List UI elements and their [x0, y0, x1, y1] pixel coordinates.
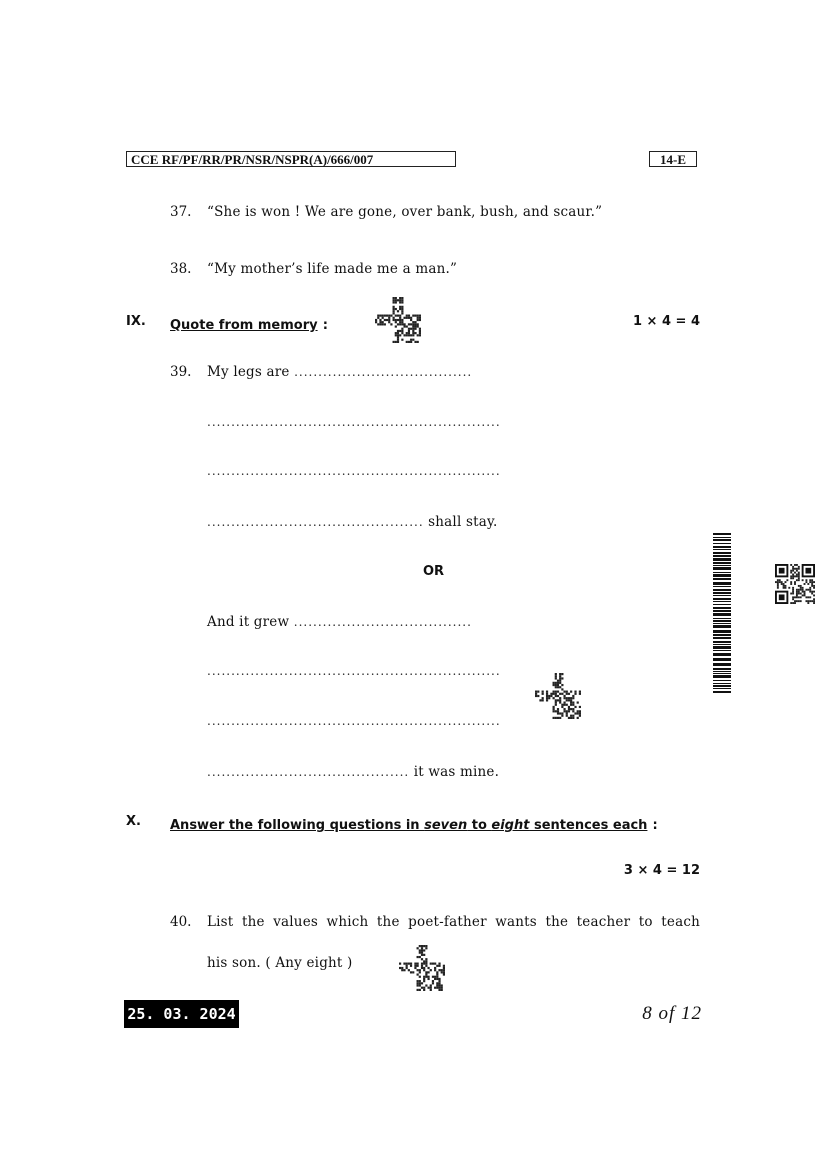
blank-line: .............................................................: [207, 415, 501, 429]
question-39-line-1-text: My legs are: [207, 364, 290, 380]
question-40-line-1: List the values which the poet-father wants the teacher to teach: [207, 914, 700, 930]
blank-dots: .............................................: [207, 515, 424, 529]
section-10-marks: 3 × 4 = 12: [623, 863, 700, 878]
title-part: sentences each: [529, 818, 648, 833]
section-10-heading: [170, 814, 658, 833]
or-separator: OR: [423, 564, 445, 579]
question-39-line-1: [207, 364, 472, 380]
exam-date: 25. 03. 2024: [124, 1000, 239, 1028]
title-emphasis-eight: eight: [491, 818, 530, 833]
qr-code-icon: [535, 673, 581, 719]
section-9-colon: :: [322, 318, 328, 333]
paper-code: CCE RF/PF/RR/PR/NSR/NSPR(A)/666/007: [126, 151, 456, 167]
question-38-text: “My mother’s life made me a man.”: [207, 261, 458, 277]
title-part: to: [467, 818, 492, 833]
question-39-line-4-text: shall stay.: [428, 514, 498, 530]
qr-code-icon: [399, 945, 445, 991]
section-10-colon: :: [652, 818, 658, 833]
blank-line: .............................................................: [207, 664, 501, 678]
question-40-line-2: his son. ( Any eight ): [207, 955, 353, 971]
blank-line: .............................................................: [207, 464, 501, 478]
question-39-number: 39.: [170, 364, 192, 380]
question-39-alt-line-4: [207, 764, 499, 780]
question-39-alt-line-1: [207, 614, 472, 630]
section-9-marks: 1 × 4 = 4: [632, 314, 700, 329]
page-number: 8 of 12: [642, 1003, 702, 1024]
question-40-number: 40.: [170, 914, 192, 930]
section-9-roman: IX.: [126, 314, 146, 329]
question-37-text: “She is won ! We are gone, over bank, bush, and scaur.”: [207, 204, 603, 220]
section-9-title: Quote from memory: [170, 318, 318, 333]
section-10-title: [170, 818, 647, 833]
question-39-alt-line-1-text: And it grew: [207, 614, 290, 630]
blank-dots: .....................................: [293, 615, 472, 629]
blank-dots: ..........................................: [207, 765, 410, 779]
barcode-icon: [713, 533, 731, 693]
question-39-alt-line-4-text: it was mine.: [413, 764, 500, 780]
question-38-number: 38.: [170, 261, 192, 277]
section-9-heading: [170, 314, 328, 333]
qr-code-icon: [775, 564, 815, 604]
question-39-line-4: [207, 514, 497, 530]
title-emphasis-seven: seven: [424, 818, 468, 833]
blank-line: .............................................................: [207, 714, 501, 728]
blank-dots: .....................................: [294, 365, 473, 379]
title-part: Answer the following questions in: [170, 818, 425, 833]
question-37-number: 37.: [170, 204, 192, 220]
qr-code-icon: [375, 297, 421, 343]
section-10-roman: X.: [126, 814, 141, 829]
version-code: 14-E: [649, 151, 697, 167]
